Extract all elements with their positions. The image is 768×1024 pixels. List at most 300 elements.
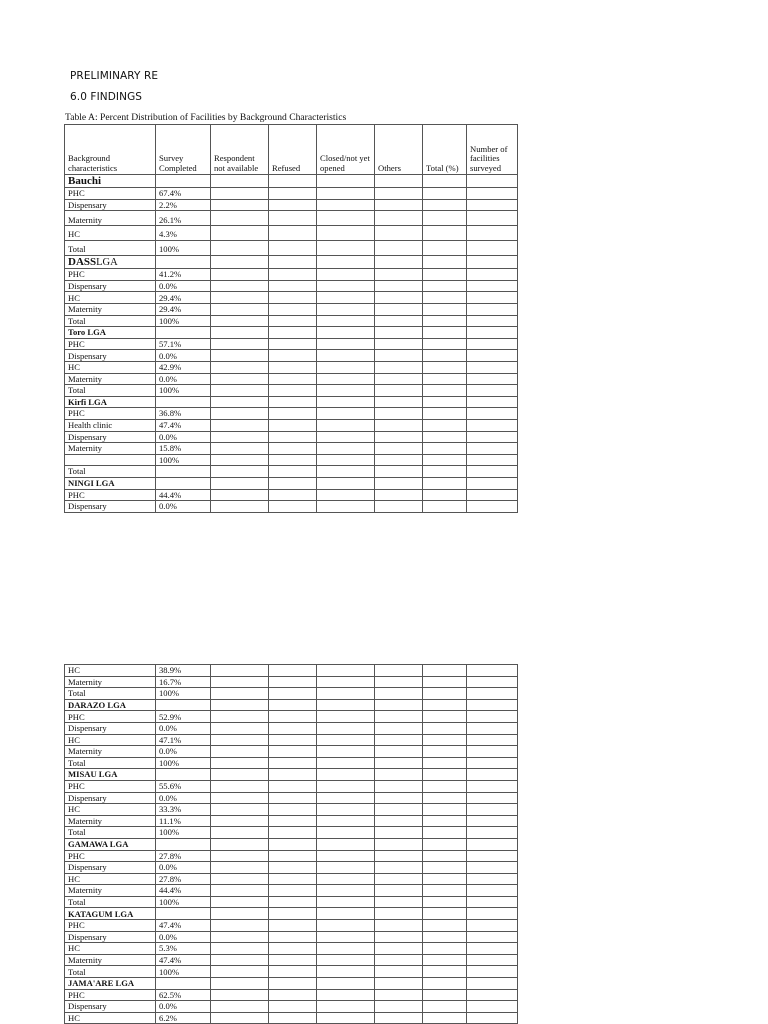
empty-cell [269, 966, 317, 978]
survey-completed-cell: 0.0% [156, 862, 211, 874]
empty-cell [423, 419, 467, 431]
table-row [65, 240, 518, 255]
empty-cell [375, 327, 423, 339]
survey-completed-cell: 41.2% [156, 269, 211, 281]
empty-cell [375, 188, 423, 200]
empty-cell [467, 350, 518, 362]
empty-cell [211, 304, 269, 316]
empty-cell [467, 431, 518, 443]
row-label-cell: Total [65, 688, 156, 700]
row-label-cell: Dispensary [65, 792, 156, 804]
empty-cell [375, 722, 423, 734]
empty-cell [375, 850, 423, 862]
row-label-cell: PHC [65, 711, 156, 723]
empty-cell [467, 501, 518, 513]
table-row [65, 931, 518, 943]
empty-cell [269, 722, 317, 734]
table-row [65, 873, 518, 885]
empty-cell [211, 896, 269, 908]
empty-cell [467, 240, 518, 255]
empty-cell [317, 920, 375, 932]
empty-cell [467, 769, 518, 781]
empty-cell [467, 454, 518, 466]
empty-cell [375, 862, 423, 874]
empty-cell [211, 850, 269, 862]
empty-cell [211, 722, 269, 734]
empty-cell [269, 419, 317, 431]
row-label-cell: PHC [65, 188, 156, 200]
empty-cell [317, 1001, 375, 1013]
empty-cell [317, 419, 375, 431]
empty-cell [211, 240, 269, 255]
empty-cell [467, 466, 518, 478]
empty-cell [423, 361, 467, 373]
header-total-percent: Total (%) [423, 125, 467, 175]
empty-cell [269, 489, 317, 501]
table-row [65, 757, 518, 769]
empty-cell [269, 850, 317, 862]
row-label-cell: Maternity [65, 304, 156, 316]
empty-cell [423, 931, 467, 943]
empty-cell [269, 255, 317, 269]
empty-cell [423, 1001, 467, 1013]
empty-cell [467, 188, 518, 200]
empty-cell [467, 734, 518, 746]
empty-cell [269, 815, 317, 827]
row-label-cell: Dispensary [65, 722, 156, 734]
table-row [65, 943, 518, 955]
empty-cell [467, 269, 518, 281]
empty-cell [423, 850, 467, 862]
empty-cell [467, 746, 518, 758]
table-row [65, 804, 518, 816]
section-label-cell: NINGI LGA [65, 477, 156, 489]
survey-completed-cell: 29.4% [156, 292, 211, 304]
empty-cell [423, 699, 467, 711]
empty-cell [211, 327, 269, 339]
empty-cell [467, 862, 518, 874]
empty-cell [375, 827, 423, 839]
empty-cell [317, 350, 375, 362]
empty-cell [317, 978, 375, 990]
empty-cell [467, 477, 518, 489]
empty-cell [317, 688, 375, 700]
survey-completed-cell: 15.8% [156, 443, 211, 455]
empty-cell [317, 454, 375, 466]
row-label-cell: Maternity [65, 676, 156, 688]
table-row [65, 443, 518, 455]
empty-cell [423, 1012, 467, 1024]
survey-completed-cell [156, 908, 211, 920]
empty-cell [467, 978, 518, 990]
survey-completed-cell: 26.1% [156, 211, 211, 226]
table-caption: Table A: Percent Distribution of Facilities by Background Characteristics [65, 112, 347, 123]
header-respondent-not-available: Respondent not available [211, 125, 269, 175]
empty-cell [269, 240, 317, 255]
empty-cell [211, 676, 269, 688]
survey-completed-cell: 44.4% [156, 885, 211, 897]
empty-cell [269, 943, 317, 955]
empty-cell [375, 966, 423, 978]
empty-cell [423, 454, 467, 466]
table-row [65, 361, 518, 373]
table-row [65, 338, 518, 350]
empty-cell [423, 396, 467, 408]
table-row [65, 489, 518, 501]
empty-cell [317, 396, 375, 408]
empty-cell [423, 896, 467, 908]
empty-cell [375, 1012, 423, 1024]
empty-cell [269, 688, 317, 700]
empty-cell [467, 931, 518, 943]
empty-cell [211, 431, 269, 443]
empty-cell [211, 315, 269, 327]
empty-cell [423, 304, 467, 316]
empty-cell [375, 211, 423, 226]
empty-cell [317, 722, 375, 734]
empty-cell [375, 466, 423, 478]
empty-cell [269, 699, 317, 711]
table-row [65, 676, 518, 688]
empty-cell [317, 838, 375, 850]
empty-cell [269, 920, 317, 932]
survey-completed-cell: 100% [156, 757, 211, 769]
survey-completed-cell [156, 396, 211, 408]
empty-cell [375, 676, 423, 688]
table-row [65, 896, 518, 908]
survey-completed-cell: 0.0% [156, 280, 211, 292]
empty-cell [211, 746, 269, 758]
empty-cell [269, 780, 317, 792]
section-label-bold: DASS [68, 255, 97, 268]
empty-cell [211, 280, 269, 292]
empty-cell [467, 722, 518, 734]
empty-cell [467, 966, 518, 978]
empty-cell [375, 804, 423, 816]
empty-cell [375, 989, 423, 1001]
empty-cell [269, 211, 317, 226]
empty-cell [467, 443, 518, 455]
empty-cell [269, 665, 317, 677]
empty-cell [423, 477, 467, 489]
survey-completed-cell [156, 699, 211, 711]
survey-completed-cell [156, 838, 211, 850]
empty-cell [317, 769, 375, 781]
empty-cell [375, 501, 423, 513]
empty-cell [375, 769, 423, 781]
empty-cell [423, 315, 467, 327]
table-row [65, 711, 518, 723]
empty-cell [211, 501, 269, 513]
empty-cell [375, 255, 423, 269]
empty-cell [375, 240, 423, 255]
empty-cell [317, 746, 375, 758]
table-row [65, 188, 518, 200]
survey-completed-cell: 33.3% [156, 804, 211, 816]
section-row [65, 838, 518, 850]
empty-cell [467, 304, 518, 316]
empty-cell [269, 175, 317, 188]
empty-cell [269, 443, 317, 455]
empty-cell [375, 943, 423, 955]
empty-cell [467, 896, 518, 908]
empty-cell [375, 269, 423, 281]
survey-completed-cell: 47.4% [156, 419, 211, 431]
survey-completed-cell: 100% [156, 688, 211, 700]
empty-cell [211, 699, 269, 711]
empty-cell [423, 199, 467, 211]
empty-cell [375, 873, 423, 885]
table-row [65, 431, 518, 443]
empty-cell [423, 443, 467, 455]
row-label-cell: Dispensary [65, 1001, 156, 1013]
empty-cell [317, 280, 375, 292]
empty-cell [375, 454, 423, 466]
survey-completed-cell: 11.1% [156, 815, 211, 827]
empty-cell [423, 280, 467, 292]
empty-cell [317, 255, 375, 269]
empty-cell [467, 1001, 518, 1013]
empty-cell [423, 746, 467, 758]
empty-cell [269, 408, 317, 420]
empty-cell [375, 1001, 423, 1013]
empty-cell [467, 780, 518, 792]
empty-cell [269, 466, 317, 478]
empty-cell [467, 850, 518, 862]
empty-cell [467, 885, 518, 897]
empty-cell [423, 792, 467, 804]
empty-cell [375, 931, 423, 943]
empty-cell [467, 873, 518, 885]
empty-cell [269, 711, 317, 723]
empty-cell [211, 978, 269, 990]
empty-cell [375, 292, 423, 304]
table-row [65, 734, 518, 746]
empty-cell [317, 734, 375, 746]
empty-cell [211, 338, 269, 350]
empty-cell [269, 792, 317, 804]
empty-cell [211, 199, 269, 211]
empty-cell [211, 966, 269, 978]
row-label-cell: Dispensary [65, 199, 156, 211]
empty-cell [375, 746, 423, 758]
empty-cell [423, 408, 467, 420]
empty-cell [375, 226, 423, 241]
facilities-table-page-1 [64, 124, 518, 513]
survey-completed-cell: 16.7% [156, 676, 211, 688]
row-label-cell: Dispensary [65, 931, 156, 943]
header-number-of-facilities: Number of facilities surveyed [467, 125, 518, 175]
survey-completed-cell: 0.0% [156, 501, 211, 513]
empty-cell [467, 361, 518, 373]
empty-cell [423, 862, 467, 874]
empty-cell [269, 746, 317, 758]
empty-cell [269, 304, 317, 316]
survey-completed-cell: 4.3% [156, 226, 211, 241]
empty-cell [467, 408, 518, 420]
empty-cell [423, 989, 467, 1001]
survey-completed-cell: 0.0% [156, 746, 211, 758]
empty-cell [423, 966, 467, 978]
empty-cell [467, 315, 518, 327]
empty-cell [467, 385, 518, 397]
empty-cell [269, 327, 317, 339]
section-label-cell: MISAU LGA [65, 769, 156, 781]
empty-cell [375, 338, 423, 350]
survey-completed-cell: 100% [156, 240, 211, 255]
empty-cell [423, 873, 467, 885]
empty-cell [317, 175, 375, 188]
survey-completed-cell [156, 255, 211, 269]
row-label-cell: Dispensary [65, 431, 156, 443]
empty-cell [423, 908, 467, 920]
row-label-cell: Health clinic [65, 419, 156, 431]
empty-cell [375, 315, 423, 327]
survey-completed-cell [156, 978, 211, 990]
empty-cell [375, 385, 423, 397]
empty-cell [467, 815, 518, 827]
empty-cell [269, 315, 317, 327]
empty-cell [467, 688, 518, 700]
empty-cell [467, 943, 518, 955]
empty-cell [269, 1001, 317, 1013]
section-label-cell: Toro LGA [65, 327, 156, 339]
empty-cell [317, 431, 375, 443]
survey-completed-cell: 100% [156, 827, 211, 839]
empty-cell [269, 931, 317, 943]
empty-cell [423, 688, 467, 700]
table-row [65, 269, 518, 281]
empty-cell [423, 804, 467, 816]
empty-cell [467, 338, 518, 350]
empty-cell [211, 757, 269, 769]
section-label-cell: KATAGUM LGA [65, 908, 156, 920]
empty-cell [423, 175, 467, 188]
empty-cell [423, 211, 467, 226]
row-label-cell: HC [65, 292, 156, 304]
empty-cell [423, 711, 467, 723]
empty-cell [375, 280, 423, 292]
empty-cell [317, 292, 375, 304]
empty-cell [211, 396, 269, 408]
row-label-cell: HC [65, 943, 156, 955]
survey-completed-cell: 27.8% [156, 873, 211, 885]
empty-cell [375, 838, 423, 850]
empty-cell [211, 920, 269, 932]
header-background-characteristics: Background characteristics [65, 125, 156, 175]
table-row [65, 688, 518, 700]
empty-cell [269, 954, 317, 966]
table-row [65, 989, 518, 1001]
empty-cell [211, 292, 269, 304]
table-row [65, 954, 518, 966]
section-label-cell [65, 255, 156, 269]
empty-cell [467, 419, 518, 431]
empty-cell [317, 501, 375, 513]
empty-cell [375, 908, 423, 920]
row-label-cell: HC [65, 361, 156, 373]
survey-completed-cell: 100% [156, 385, 211, 397]
table-row [65, 815, 518, 827]
row-label-cell: PHC [65, 338, 156, 350]
empty-cell [269, 292, 317, 304]
row-label-cell: Total [65, 896, 156, 908]
empty-cell [375, 431, 423, 443]
empty-cell [375, 665, 423, 677]
empty-cell [375, 978, 423, 990]
empty-cell [375, 780, 423, 792]
empty-cell [467, 175, 518, 188]
empty-cell [269, 989, 317, 1001]
empty-cell [211, 269, 269, 281]
empty-cell [467, 908, 518, 920]
survey-completed-cell: 57.1% [156, 338, 211, 350]
empty-cell [317, 780, 375, 792]
empty-cell [423, 757, 467, 769]
empty-cell [423, 943, 467, 955]
empty-cell [375, 443, 423, 455]
survey-completed-cell [156, 466, 211, 478]
row-label-cell: Total [65, 240, 156, 255]
empty-cell [211, 885, 269, 897]
empty-cell [269, 373, 317, 385]
empty-cell [467, 1012, 518, 1024]
empty-cell [375, 408, 423, 420]
row-label-cell: Maternity [65, 746, 156, 758]
row-label-cell: Dispensary [65, 501, 156, 513]
survey-completed-cell: 0.0% [156, 1001, 211, 1013]
survey-completed-cell: 42.9% [156, 361, 211, 373]
row-label-cell: HC [65, 226, 156, 241]
empty-cell [211, 454, 269, 466]
table-row [65, 862, 518, 874]
empty-cell [375, 477, 423, 489]
survey-completed-cell: 100% [156, 454, 211, 466]
empty-cell [317, 827, 375, 839]
empty-cell [269, 873, 317, 885]
empty-cell [375, 757, 423, 769]
empty-cell [211, 989, 269, 1001]
empty-cell [269, 226, 317, 241]
survey-completed-cell: 100% [156, 315, 211, 327]
survey-completed-cell: 0.0% [156, 931, 211, 943]
section-label-suffix: LGA [96, 256, 118, 268]
empty-cell [317, 989, 375, 1001]
row-label-cell: HC [65, 665, 156, 677]
section-row [65, 908, 518, 920]
empty-cell [423, 188, 467, 200]
empty-cell [467, 280, 518, 292]
empty-cell [211, 711, 269, 723]
empty-cell [317, 966, 375, 978]
empty-cell [423, 431, 467, 443]
empty-cell [317, 676, 375, 688]
empty-cell [317, 327, 375, 339]
empty-cell [375, 920, 423, 932]
empty-cell [211, 838, 269, 850]
empty-cell [423, 292, 467, 304]
empty-cell [467, 792, 518, 804]
survey-completed-cell: 47.4% [156, 954, 211, 966]
empty-cell [375, 199, 423, 211]
empty-cell [317, 269, 375, 281]
row-label-cell: Maternity [65, 373, 156, 385]
empty-cell [269, 676, 317, 688]
empty-cell [211, 908, 269, 920]
empty-cell [317, 408, 375, 420]
empty-cell [317, 240, 375, 255]
empty-cell [211, 815, 269, 827]
